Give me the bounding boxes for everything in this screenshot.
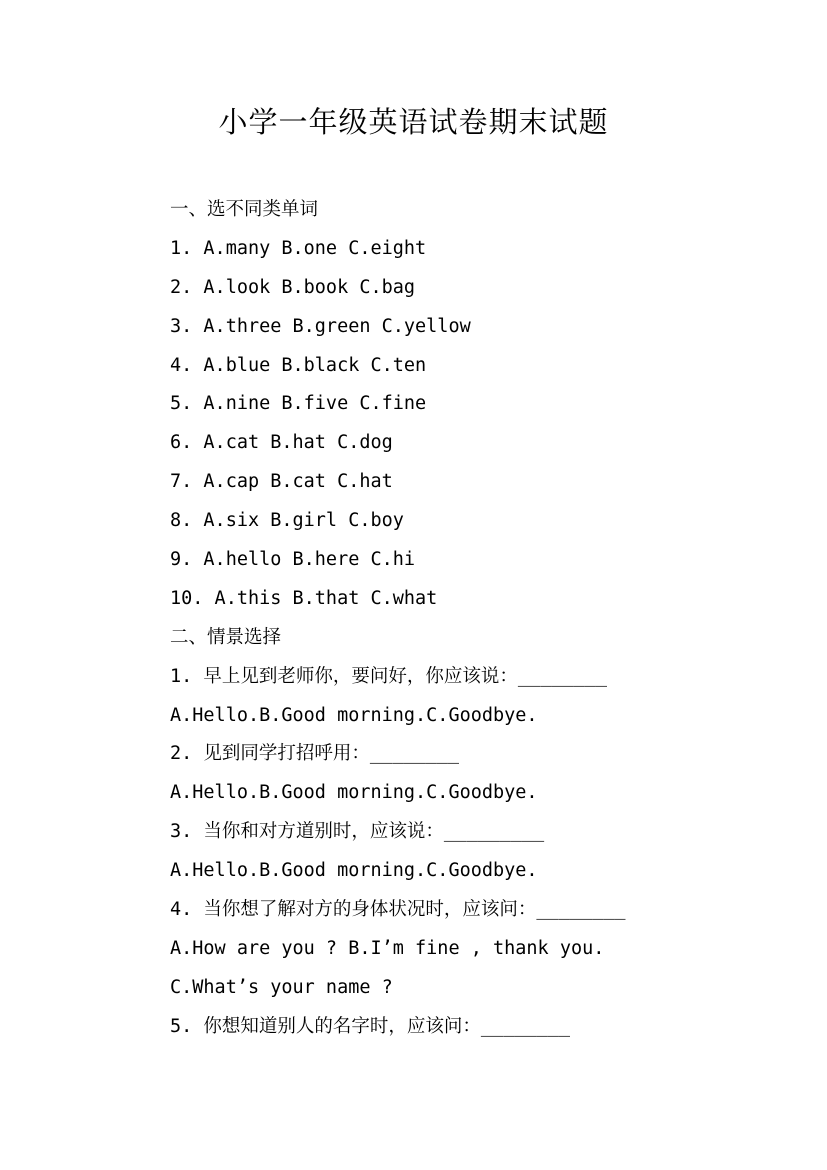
question-line: 2. 见到同学打招呼用：________ xyxy=(170,743,460,765)
question-line: 3. A.three B.green C.yellow xyxy=(170,315,471,337)
question-line: 1. 早上见到老师你，要问好，你应该说：________ xyxy=(170,665,608,687)
question-line: 8. A.six B.girl C.boy xyxy=(170,510,404,532)
question-line: 3. 当你和对方道别时，应该说：_________ xyxy=(170,821,545,843)
section-heading-1: 一、选不同类单词 xyxy=(170,199,319,220)
question-line: 2. A.look B.book C.bag xyxy=(170,276,416,298)
question-line: 7. A.cap B.cat C.hat xyxy=(170,471,393,493)
options-line: C.What’s your name ? xyxy=(170,976,393,998)
document-body xyxy=(170,191,790,1047)
question-line: 10. A.this B.that C.what xyxy=(170,587,438,609)
options-line: A.Hello.B.Good morning.C.Goodbye. xyxy=(170,860,538,882)
question-line: 6. A.cat B.hat C.dog xyxy=(170,432,393,454)
question-line: 5. 你想知道别人的名字时，应该问：________ xyxy=(170,1015,571,1037)
document-title: 小学一年级英语试卷期末试题 xyxy=(218,105,609,139)
question-line: 4. A.blue B.black C.ten xyxy=(170,354,427,376)
question-line: 4. 当你想了解对方的身体状况时，应该问：________ xyxy=(170,899,626,921)
question-line: 9. A.hello B.here C.hi xyxy=(170,549,416,571)
question-line: 1. A.many B.one C.eight xyxy=(170,237,427,259)
options-line: A.Hello.B.Good morning.C.Goodbye. xyxy=(170,704,538,726)
options-line: A.Hello.B.Good morning.C.Goodbye. xyxy=(170,782,538,804)
section-heading-2: 二、情景选择 xyxy=(170,626,282,648)
options-line: A.How are you ? B.I’m fine , thank you. xyxy=(170,937,605,959)
question-line: 5. A.nine B.five C.fine xyxy=(170,393,427,415)
